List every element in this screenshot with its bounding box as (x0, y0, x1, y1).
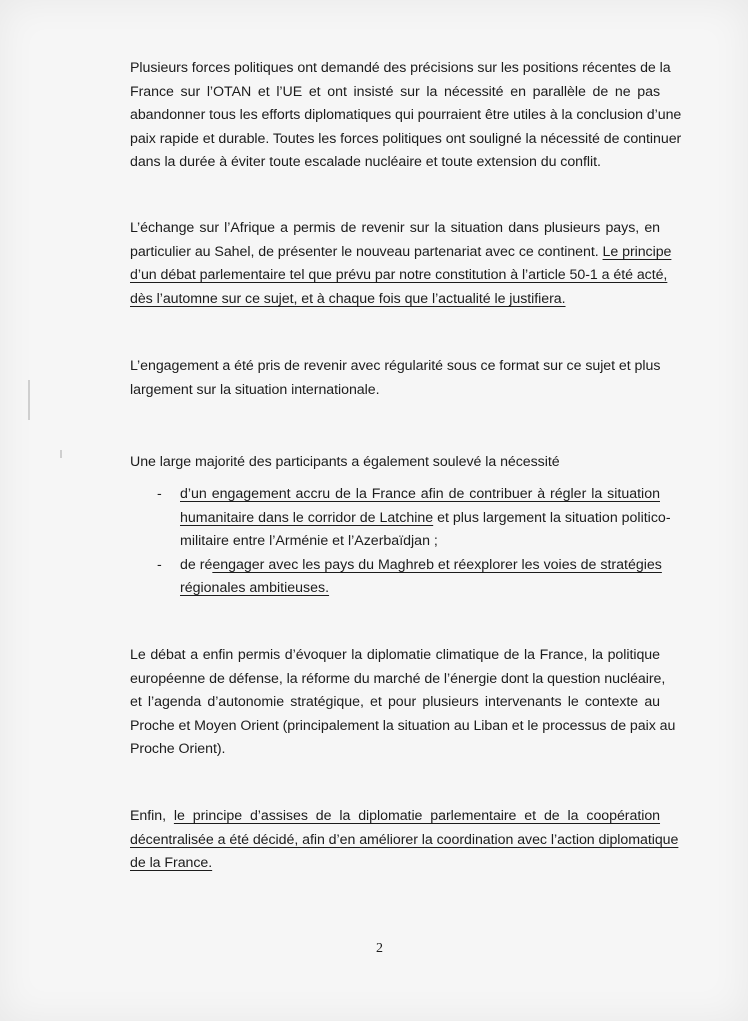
text-line: Plusieurs forces politiques ont demandé des précisions sur les positions récentes de la (130, 60, 671, 76)
scan-artifact (28, 380, 30, 420)
paragraph-assises (130, 805, 679, 876)
paragraph-debat (130, 644, 676, 762)
paragraph-afrique (130, 217, 672, 311)
page-number: 2 (376, 941, 383, 956)
text-line: L’engagement a été pris de revenir avec régularité sous ce format sur ce sujet et plus (130, 358, 661, 374)
text-line: dans la durée à éviter toute escalade nucléaire et toute extension du conflit. (130, 154, 601, 170)
underlined-text: Le principe (602, 243, 672, 260)
underlined-text: engager avec les pays du Maghreb et réexplorer les voies de stratégies (212, 556, 662, 573)
text-segment: Enfin, (130, 808, 174, 824)
underlined-text: le principe d’assises de la diplomatie parlementaire et de la coopération (173, 808, 661, 824)
text-segment: de ré (180, 556, 213, 573)
text-segment: particulier au Sahel, de présenter le nouveau partenariat avec ce continent. (130, 243, 603, 260)
underlined-text: de la France. (130, 855, 213, 871)
bullet-item (157, 554, 660, 601)
bullet-dash: - (157, 556, 162, 573)
text-line: paix rapide et durable. Toutes les forces politiques ont souligné la nécessité de continuer (130, 130, 682, 147)
text-line: Proche et Moyen Orient (principalement la situation au Liban et le processus de paix au (130, 717, 676, 734)
text-line: militaire entre l’Arménie et l’Azerbaïdjan ; (180, 533, 438, 549)
bullet-item (157, 483, 671, 554)
text-line: L’échange sur l’Afrique a permis de revenir sur la situation dans plusieurs pays, en (130, 220, 660, 236)
scan-artifact (60, 450, 62, 458)
paragraph-otan-ue (130, 57, 682, 175)
text-line: Une large majorité des participants a également soulevé la nécessité (130, 454, 560, 470)
text-segment: et plus largement la situation politico- (433, 509, 671, 526)
underlined-text: d’un engagement accru de la France afin de contribuer à régler la situation (180, 486, 660, 502)
paragraph-majorite (130, 451, 660, 475)
text-line (180, 507, 671, 531)
text-line: largement sur la situation internationale. (130, 381, 380, 398)
text-line: abandonner tous les efforts diplomatiques qui pourraient être utiles à la conclusion d’une (130, 107, 682, 123)
text-line (130, 805, 660, 829)
underlined-text: humanitaire dans le corridor de Latchine (180, 509, 434, 526)
text-line: et l’agenda d’autonomie stratégique, et pour plusieurs intervenants le contexte au (130, 694, 660, 710)
text-line: Proche Orient). (130, 741, 226, 757)
text-line: France sur l’OTAN et l’UE et ont insisté sur la nécessité en parallèle de ne pas (130, 83, 660, 100)
paragraph-engagement (130, 355, 660, 402)
text-line (180, 554, 660, 578)
text-line: Le débat a enfin permis d’évoquer la diplomatie climatique de la France, la politique (130, 647, 660, 663)
underlined-text: décentralisée a été décidé, afin d’en améliorer la coordination avec l’action diplomatique (130, 831, 679, 848)
underlined-text: régionales ambitieuses. (180, 580, 330, 596)
text-line (130, 241, 672, 265)
bullet-dash: - (157, 486, 162, 502)
bullet-list (157, 483, 671, 601)
underlined-text: dès l’automne sur ce sujet, et à chaque fois que l’actualité le justifiera. (130, 290, 566, 307)
text-line: européenne de défense, la réforme du marché de l’énergie dont la question nucléaire, (130, 670, 666, 687)
underlined-text: d’un débat parlementaire tel que prévu par notre constitution à l’article 50-1 a été acté, (130, 267, 668, 283)
